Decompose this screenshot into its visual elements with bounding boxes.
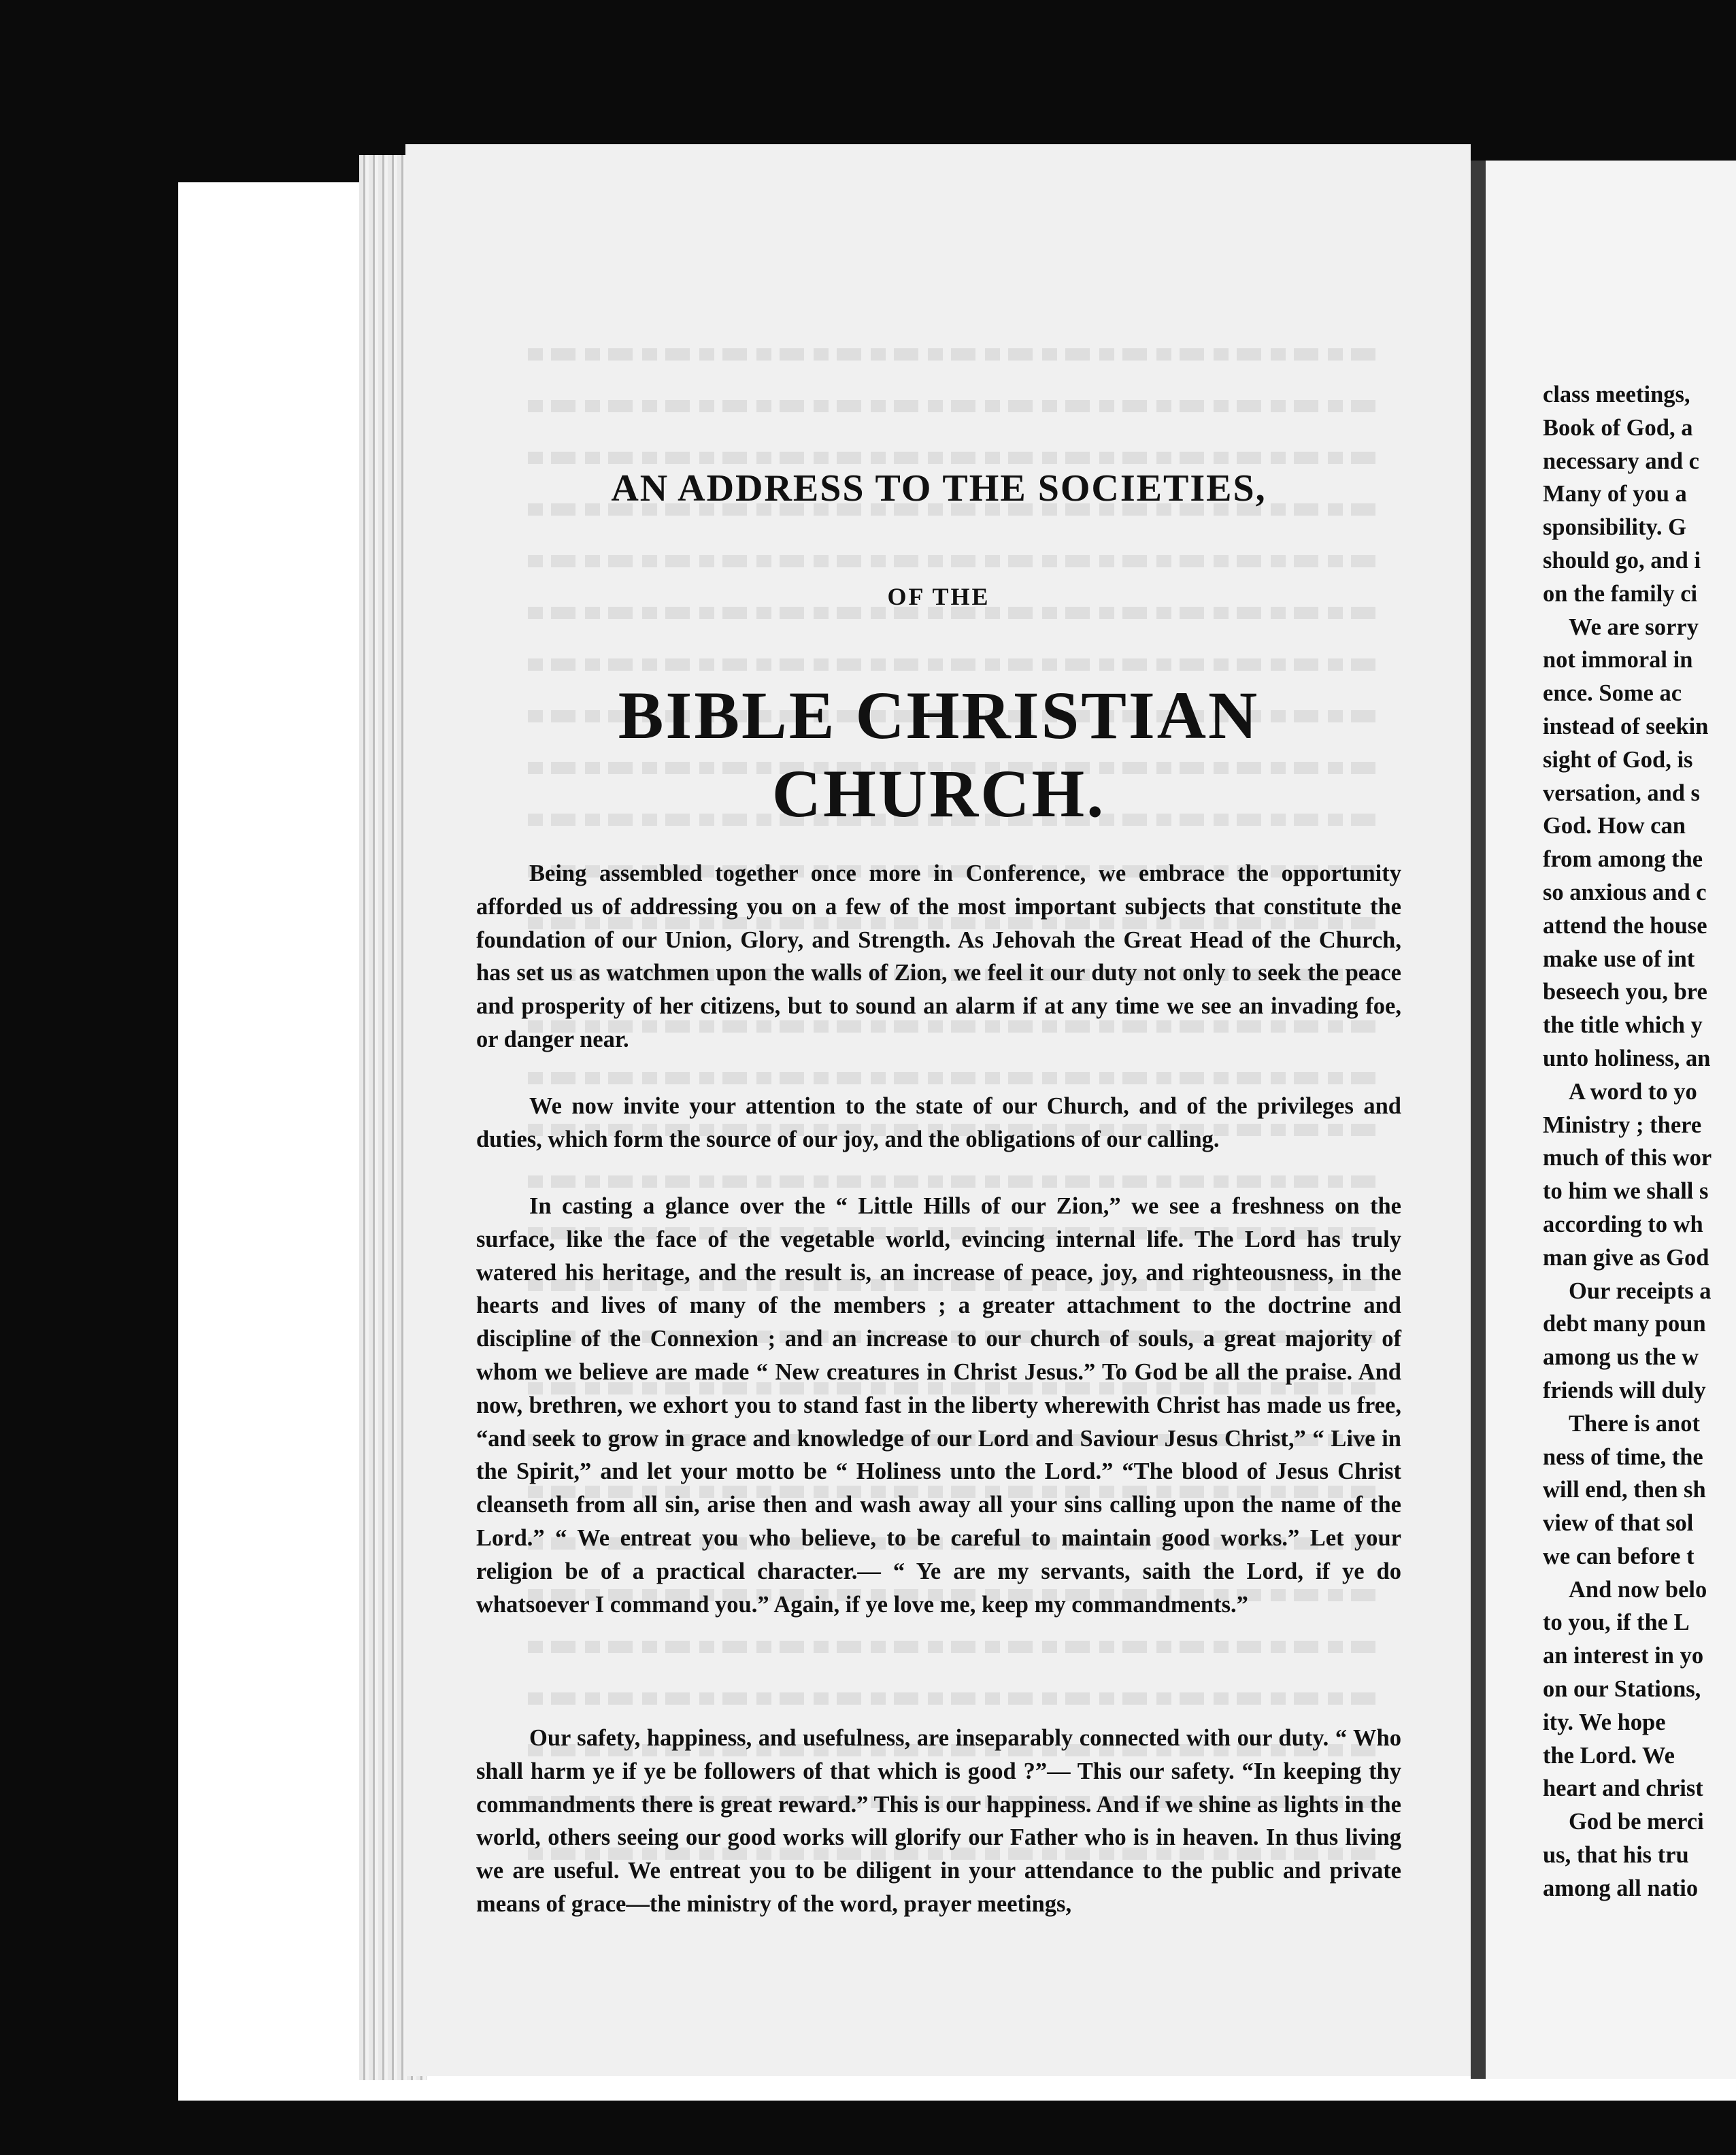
- right-page-line: There is anot: [1569, 1410, 1700, 1437]
- right-page-line: class meetings,: [1543, 382, 1690, 407]
- right-page-line: friends will duly: [1543, 1377, 1706, 1403]
- right-page-line: make use of int: [1543, 946, 1695, 972]
- right-page-line: the title which y: [1543, 1012, 1703, 1039]
- right-page-line: versation, and s: [1543, 780, 1700, 806]
- right-page-line: man give as God: [1543, 1244, 1709, 1271]
- right-page-line: sponsibility. G: [1543, 514, 1686, 541]
- right-page-line: ence. Some ac: [1543, 680, 1682, 707]
- right-page-line: Book of God, a: [1543, 414, 1693, 441]
- right-page-line: Our receipts a: [1569, 1277, 1712, 1304]
- right-page-text: [1543, 378, 1736, 1905]
- right-page-line: God be merci: [1569, 1809, 1704, 1835]
- paragraph-safety: Our safety, happiness, and usefulness, are inseparably connected with our duty. “ Who shall harm ye if ye be followers of that which is good ?”— This our safety. “In keeping thy commandments there is great reward.” This is our happiness. And if we shine as lights in the world, others seeing our good works will glorify our Father who is in heaven. In thus living we are useful. We entreat you to be diligent in your attendance to the public and private means of grace—the ministry of the word, prayer meetings,: [476, 1725, 1401, 1917]
- right-page-line: should go, and i: [1543, 547, 1701, 573]
- right-page-line: We are sorry: [1569, 614, 1699, 640]
- right-page-line: among us the w: [1543, 1344, 1699, 1371]
- right-page-line: we can before t: [1543, 1543, 1695, 1569]
- right-page-line: from among the: [1543, 846, 1703, 873]
- book-gutter: [1471, 161, 1486, 2079]
- right-page-line: Many of you a: [1543, 481, 1687, 507]
- right-page-line: ness of time, the: [1543, 1443, 1703, 1470]
- right-page-line: according to wh: [1543, 1211, 1703, 1237]
- right-page-line: view of that sol: [1543, 1510, 1694, 1537]
- right-page-line: us, that his tru: [1543, 1842, 1689, 1869]
- right-page-line: not immoral in: [1543, 647, 1693, 673]
- right-page-line: Ministry ; there: [1543, 1112, 1702, 1138]
- right-page-line: an interest in yo: [1543, 1643, 1704, 1669]
- right-page-line: on the family ci: [1543, 580, 1698, 607]
- right-page-line: beseech you, bre: [1543, 979, 1707, 1005]
- right-page-line: instead of seekin: [1543, 713, 1709, 739]
- right-page-line: to him we shall s: [1543, 1178, 1709, 1205]
- right-page-line: will end, then sh: [1543, 1477, 1706, 1503]
- right-page-line: heart and christ: [1543, 1775, 1703, 1802]
- right-page-line: God. How can: [1543, 813, 1686, 839]
- right-page-line: the Lord. We: [1543, 1742, 1675, 1769]
- paragraph-opening: Being assembled together once more in Conference, we embrace the opportunity afforded us of addressing you on a few of the most important subjects that constitute the foundation of our Union, Glory, and Strength. As Jehovah the Great Head of the Church, has set us as watchmen upon the walls of Zion, we feel it our duty not only to seek the peace and prosperity of her citizens, but to sound an alarm if at any time we see an invading foe, or danger near.: [476, 861, 1401, 1052]
- right-page-line: attend the house: [1543, 912, 1707, 939]
- church-name-heading: BIBLE CHRISTIAN CHURCH.: [618, 678, 1260, 831]
- right-page-line: to you, if the L: [1543, 1609, 1690, 1636]
- right-page-line: necessary and c: [1543, 448, 1699, 474]
- paragraph-little-hills: In casting a glance over the “ Little Hills of our Zion,” we see a freshness on the surface, like the face of the vegetable world, evincing internal life. The Lord has truly watered his heritage, and the result is, an increase of peace, joy, and righteousness, in the hearts and lives of many of the members ; a greater attachment to the doctrine and discipline of the Connexion ; and an increase to our church of souls, a great majority of whom we believe are made “ New creatures in Christ Jesus.” To God be all the praise. And now, brethren, we exhort you to stand fast in the liberty wherewith Christ has made us free, “and seek to grow in grace and knowledge of our Lord and Saviour Jesus Christ,” “ Live in the Spirit,” and let your motto be “ Holiness unto the Lord.” “The blood of Jesus Christ cleanseth from all sin, arise then and wash away all your sins calling upon the name of the Lord.” “ We entreat you who believe, to be careful to maintain good works.” Let your religion be of a practical character.— “ Ye are my servants, saith the Lord, if ye do whatsoever I command you.” Again, if ye love me, keep my commandments.”: [476, 1193, 1401, 1618]
- right-page-line: sight of God, is: [1543, 746, 1693, 773]
- right-page-line: debt many poun: [1543, 1311, 1706, 1337]
- address-heading: AN ADDRESS TO THE SOCIETIES,: [611, 467, 1267, 509]
- right-page-line: And now belo: [1569, 1576, 1707, 1603]
- right-page-line: among all natio: [1543, 1875, 1699, 1901]
- right-page-line: unto holiness, an: [1543, 1045, 1711, 1071]
- right-page-line: ity. We hope: [1543, 1709, 1666, 1735]
- right-page-line: so anxious and c: [1543, 879, 1707, 905]
- address-subheading: OF THE: [887, 583, 990, 610]
- right-page-line: A word to yo: [1569, 1078, 1697, 1105]
- right-page-line: much of this wor: [1543, 1145, 1712, 1171]
- paragraph-invitation: We now invite your attention to the state of our Church, and of the privileges and duties, which form the source of our joy, and the obligations of our calling.: [476, 1093, 1401, 1152]
- right-page-line: on our Stations,: [1543, 1676, 1701, 1703]
